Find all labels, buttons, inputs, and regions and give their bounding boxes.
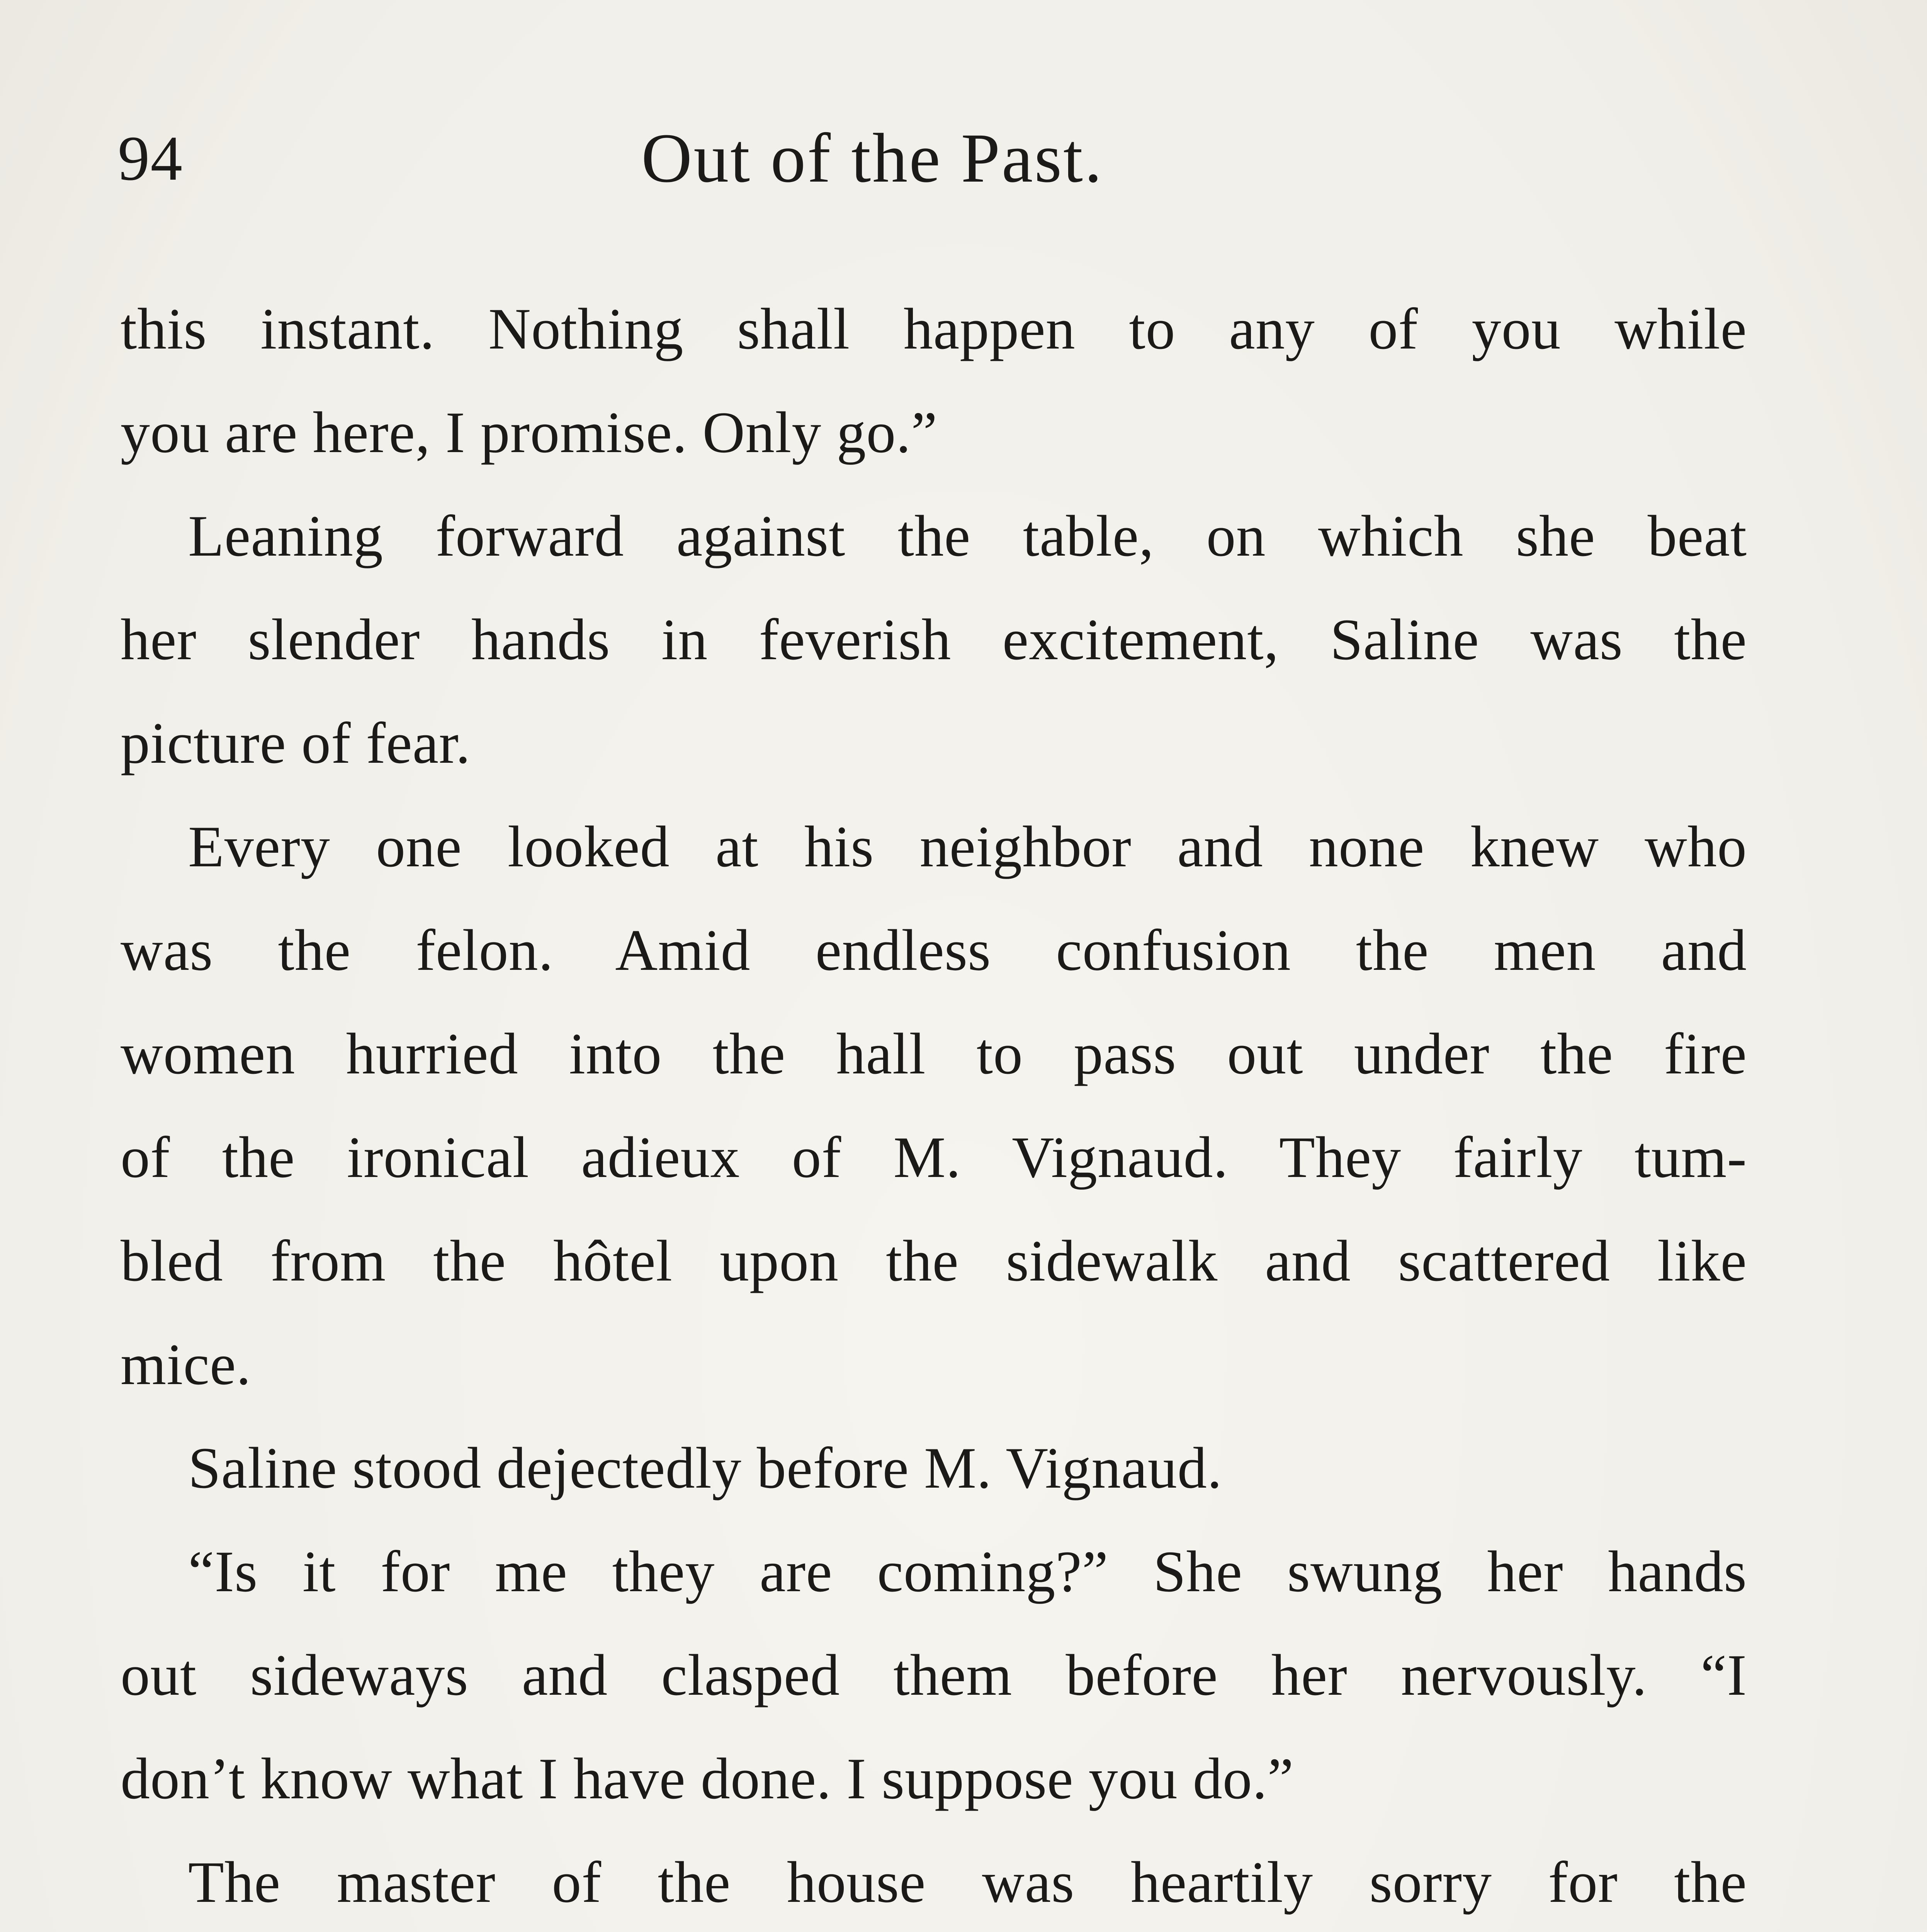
- text-line: of the ironical adieux of M. Vignaud. They fairly tum-: [121, 1125, 1747, 1190]
- text-line: Saline stood dejectedly before M. Vignaud.: [188, 1435, 1222, 1500]
- text-line: this instant. Nothing shall happen to any of you while: [121, 296, 1747, 361]
- text-line: mice.: [121, 1332, 251, 1397]
- text-line: out sideways and clasped them before her nervously. “I: [121, 1643, 1747, 1708]
- text-line: bled from the hôtel upon the sidewalk and scattered like: [121, 1228, 1747, 1293]
- page-number: 94: [118, 123, 183, 194]
- text-line: don’t know what I have done. I suppose you do.”: [121, 1746, 1294, 1811]
- running-title: Out of the Past.: [641, 119, 1104, 197]
- text-line: picture of fear.: [121, 711, 471, 776]
- body-text: [121, 277, 1747, 1932]
- text-line: women hurried into the hall to pass out under the fire: [121, 1021, 1747, 1086]
- text-line: The master of the house was heartily sorry for the: [188, 1850, 1747, 1915]
- text-line: was the felon. Amid endless confusion the men and: [121, 918, 1747, 983]
- text-line: “Is it for me they are coming?” She swung her hands: [188, 1539, 1747, 1604]
- text-line: you are here, I promise. Only go.”: [121, 400, 938, 465]
- text-line: Every one looked at his neighbor and none knew who: [188, 814, 1747, 879]
- page-header: [0, 116, 1927, 201]
- text-line: Leaning forward against the table, on which she beat: [188, 503, 1747, 568]
- text-line: her slender hands in feverish excitement, Saline was the: [121, 607, 1747, 672]
